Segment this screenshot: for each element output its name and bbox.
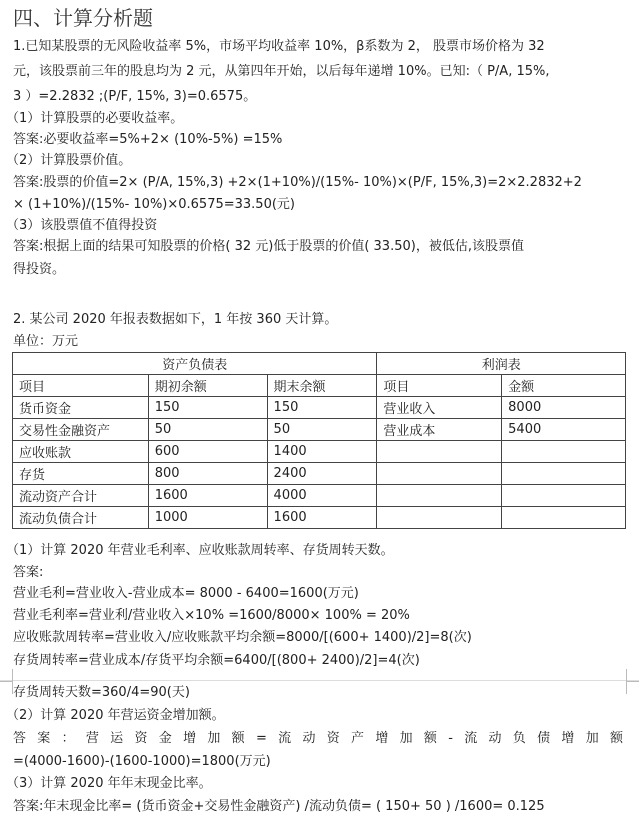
q1-part1: （1）计算股票的必要收益率。 — [6, 111, 184, 126]
table-cell: 1000 — [148, 507, 267, 529]
q1-text: 3 ）=2.2832 ;(P/F, 15%, 3)=0.6575。 — [13, 89, 257, 104]
q2-unit: 单位：万元 — [13, 334, 79, 349]
table-cell: 交易性金融资产 — [13, 419, 149, 441]
header-cell: 项目 — [377, 375, 502, 397]
q1-answer3: 得投资。 — [13, 262, 66, 277]
table-cell: 50 — [148, 419, 267, 441]
table-cell: 流动负债合计 — [13, 507, 149, 529]
table-row — [13, 441, 626, 463]
q2-answer1: 存货周转率=营业成本/存货平均余额=6400/[(800+ 2400)/2]=4(次) — [13, 653, 420, 668]
header-cell: 金额 — [502, 375, 626, 397]
table-cell: 存货 — [13, 463, 149, 485]
q2-answer1: 营业毛利=营业收入-营业成本= 8000 - 6400=1600(万元) — [13, 586, 359, 601]
q1-answer1: 答案:必要收益率=5%+2× (10%-5%) =15% — [13, 132, 283, 147]
balance-sheet-title: 资产负债表 — [13, 353, 377, 375]
q1-answer3: 答案:根据上面的结果可知股票的价格( 32 元)低于股票的价值( 33.50)，被低估,该股票值 — [13, 239, 524, 254]
q2-intro: 2. 某公司 2020 年报表数据如下，1 年按 360 天计算。 — [13, 312, 338, 327]
header-cell: 期末余额 — [267, 375, 377, 397]
table-cell: 150 — [267, 397, 377, 419]
table-cell: 1400 — [267, 441, 377, 463]
table-cell: 2400 — [267, 463, 377, 485]
q1-text: 元，该股票前三年的股息均为 2 元，从第四年开始，以后每年递增 10%。已知:（ P/A, 15%, — [13, 64, 550, 79]
table-cell: 50 — [267, 419, 377, 441]
table-header-row — [13, 375, 626, 397]
table-cell — [502, 441, 626, 463]
page-corner-mark — [0, 681, 13, 694]
table-cell: 800 — [148, 463, 267, 485]
table-cell — [377, 485, 502, 507]
table-cell — [377, 441, 502, 463]
q1-part3: （3）该股票值不值得投资 — [6, 218, 158, 233]
q2-answer3: 答案:年末现金比率= (货币资金+交易性金融资产) /流动负债= ( 150+ 50 ) /1600= 0.125 — [13, 799, 545, 814]
q1-answer2: 答案:股票的价值=2× (P/A, 15%,3) +2×(1+10%)/(15%- 10%)×(P/F, 15%,3)=2×2.2832+2 — [13, 175, 582, 190]
q2-answer2: =(4000-1600)-(1600-1000)=1800(万元) — [13, 754, 271, 769]
income-statement-title: 利润表 — [377, 353, 626, 375]
table-cell — [502, 485, 626, 507]
table-cell: 8000 — [502, 397, 626, 419]
table-title-row — [13, 353, 626, 375]
table-cell: 营业成本 — [377, 419, 502, 441]
q2-part3: （3）计算 2020 年年末现金比率。 — [6, 776, 212, 791]
table-cell — [377, 463, 502, 485]
table-cell: 应收账款 — [13, 441, 149, 463]
table-cell: 600 — [148, 441, 267, 463]
financial-table — [12, 352, 626, 529]
header-cell: 期初余额 — [148, 375, 267, 397]
page-break — [0, 680, 639, 681]
q1-answer2: × (1+10%)/(15%- 10%)×0.6575=33.50(元) — [13, 197, 295, 212]
page-corner-mark — [626, 681, 639, 694]
q1-text: 1.已知某股票的无风险收益率 5%，市场平均收益率 10%，β系数为 2， 股票市场价格为 32 — [13, 39, 545, 54]
table-cell: 营业收入 — [377, 397, 502, 419]
table-row — [13, 419, 626, 441]
table-row — [13, 485, 626, 507]
table-cell: 5400 — [502, 419, 626, 441]
table-cell: 1600 — [267, 507, 377, 529]
table-cell: 货币资金 — [13, 397, 149, 419]
table-cell — [502, 507, 626, 529]
table-row — [13, 507, 626, 529]
table-cell — [502, 463, 626, 485]
table-cell: 1600 — [148, 485, 267, 507]
table-row — [13, 397, 626, 419]
q2-answer2: 答案：营运资金增加额=流动资产增加额-流动负债增加额 — [13, 731, 625, 746]
header-cell: 项目 — [13, 375, 149, 397]
q2-answer1: 营业毛利率=营业利/营业收入×10% =1600/8000× 100% = 20% — [13, 608, 410, 623]
q2-part2: （2）计算 2020 年营运资金增加额。 — [6, 708, 225, 723]
q2-part1: （1）计算 2020 年营业毛利率、应收账款周转率、存货周转天数。 — [6, 543, 394, 558]
table-cell: 150 — [148, 397, 267, 419]
table-cell: 4000 — [267, 485, 377, 507]
q1-part2: （2）计算股票价值。 — [6, 153, 132, 168]
table-cell — [377, 507, 502, 529]
table-cell: 流动资产合计 — [13, 485, 149, 507]
q2-answer1: 答案: — [13, 565, 44, 580]
section-title: 四、计算分析题 — [13, 6, 153, 30]
q2-answer1: 存货周转天数=360/4=90(天) — [13, 685, 190, 700]
table-row — [13, 463, 626, 485]
q2-answer1: 应收账款周转率=营业收入/应收账款平均余额=8000/[(600+ 1400)/2]=8(次) — [13, 630, 472, 645]
